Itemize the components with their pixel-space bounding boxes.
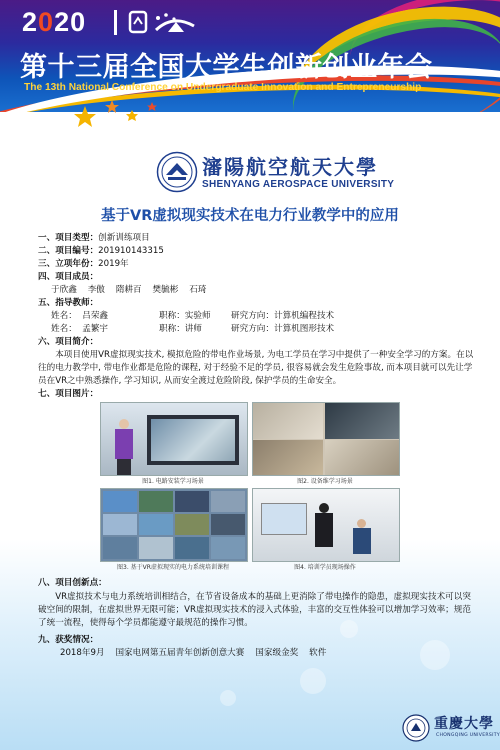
university-name: 瀋陽航空航天大學 [202, 155, 378, 179]
project-type-value: 创新训练项目 [98, 233, 150, 243]
picture-trainee-operation [252, 488, 400, 562]
pictures-heading [38, 388, 478, 401]
project-info-bottom [38, 577, 478, 660]
section-label: 一、项目类型： [38, 233, 99, 243]
section-label: 六、项目简介： [38, 337, 99, 347]
section-label: 八、项目创新点： [38, 578, 107, 588]
decorative-bubble [340, 620, 358, 638]
conference-title-en: The 13th National Conference on Undergraduate Innovation and Entrepreneurship [24, 82, 422, 93]
section-label: 四、项目成员： [38, 272, 99, 282]
members-list: 于欣鑫 李傲 隋耕百 樊毓彬 石琦 [51, 285, 207, 295]
section-label: 五、指导教师： [38, 298, 99, 308]
picture-circuit-scene [100, 402, 248, 476]
picture-caption: 图1. 电路安装学习场景 [142, 478, 204, 485]
intro-heading [38, 336, 478, 349]
advisor-name: 姓名： 孟繁宇 [51, 324, 109, 334]
picture-training-course [100, 488, 248, 562]
section-label: 九、获奖情况： [38, 635, 99, 645]
project-number-value: 201910143315 [98, 246, 164, 256]
innovation-heading [38, 577, 478, 590]
award-heading [38, 634, 478, 647]
advisor-direction: 研究方向：计算机编程技术 [231, 311, 335, 321]
university-name-en: SHENYANG AEROSPACE UNIVERSITY [202, 179, 395, 190]
innovation-text: VR虚拟技术与电力系统培训相结合，在节省设备成本的基础上更消除了带电操作的隐患，虚拟现实技术可以突破空间的限制，在虚拟世界无限可能；VR虚拟现实技术的浸入式体验，丰富的交互性体验可以增加学习效率；规范了统一流程，使得每个学员都能遵守最规范的操作习惯。 [38, 592, 471, 628]
members-heading [38, 271, 478, 284]
section-label: 三、立项年份： [38, 259, 99, 269]
decorative-stars [70, 96, 180, 136]
advisor-title: 职称：实验师 [159, 311, 211, 321]
divider [114, 10, 117, 35]
project-pictures [100, 402, 400, 574]
project-intro: 本项目使用VR虚拟现实技术, 模拟危险的带电作业场景, 为电工学员在学习中提供了一种安全学习的方案。在以往的电力教学中, 带电作业都是危险的课程, 对于经验不足的学员, 很容易就会发生危险事故, 而本项目就可以先让学员在VR之中熟悉操作, 学习知识, 从而安全渡过危险阶段, 保护学员的生命安全。 [38, 350, 474, 386]
award-text: 2018年9月 国家电网第五届青年创新创意大赛 国家级金奖 软件 [60, 648, 327, 658]
picture-equipment-scene [252, 402, 400, 476]
chongqing-university-emblem-icon [402, 714, 430, 742]
project-type-row [38, 232, 478, 245]
decorative-bubble [300, 668, 326, 694]
project-title: 基于VR虚拟现实技术在电力行业教学中的应用 [101, 208, 399, 224]
university-emblem-icon [156, 151, 198, 193]
footer-university-name-en: CHONGQING UNIVERSITY [436, 733, 500, 738]
conference-year: 2020 [22, 7, 87, 37]
decorative-bubble [420, 640, 450, 670]
picture-caption: 图2. 设备维学习场景 [297, 478, 353, 485]
advisor-direction: 研究方向：计算机图形技术 [231, 324, 335, 334]
picture-caption: 图4. 培训学员现场操作 [294, 564, 356, 571]
advisors-heading [38, 297, 478, 310]
project-year-row [38, 258, 478, 271]
project-number-row [38, 245, 478, 258]
advisor-row [38, 323, 478, 336]
advisor-row [38, 310, 478, 323]
decorative-bubble [220, 690, 236, 706]
section-label: 七、项目图片： [38, 389, 99, 399]
advisor-name: 姓名： 吕荣鑫 [51, 311, 109, 321]
conference-logo-icon [128, 8, 198, 36]
conference-title: 第十三届全国大学生创新创业年会 [20, 52, 433, 83]
advisor-title: 职称：讲师 [159, 324, 202, 334]
project-info [38, 232, 478, 401]
picture-caption: 图3. 基于VR虚拟现实的电力系统培训课程 [117, 564, 229, 571]
project-year-value: 2019年 [98, 259, 129, 269]
footer-university-name: 重慶大學 [434, 716, 494, 732]
section-label: 二、项目编号： [38, 246, 99, 256]
